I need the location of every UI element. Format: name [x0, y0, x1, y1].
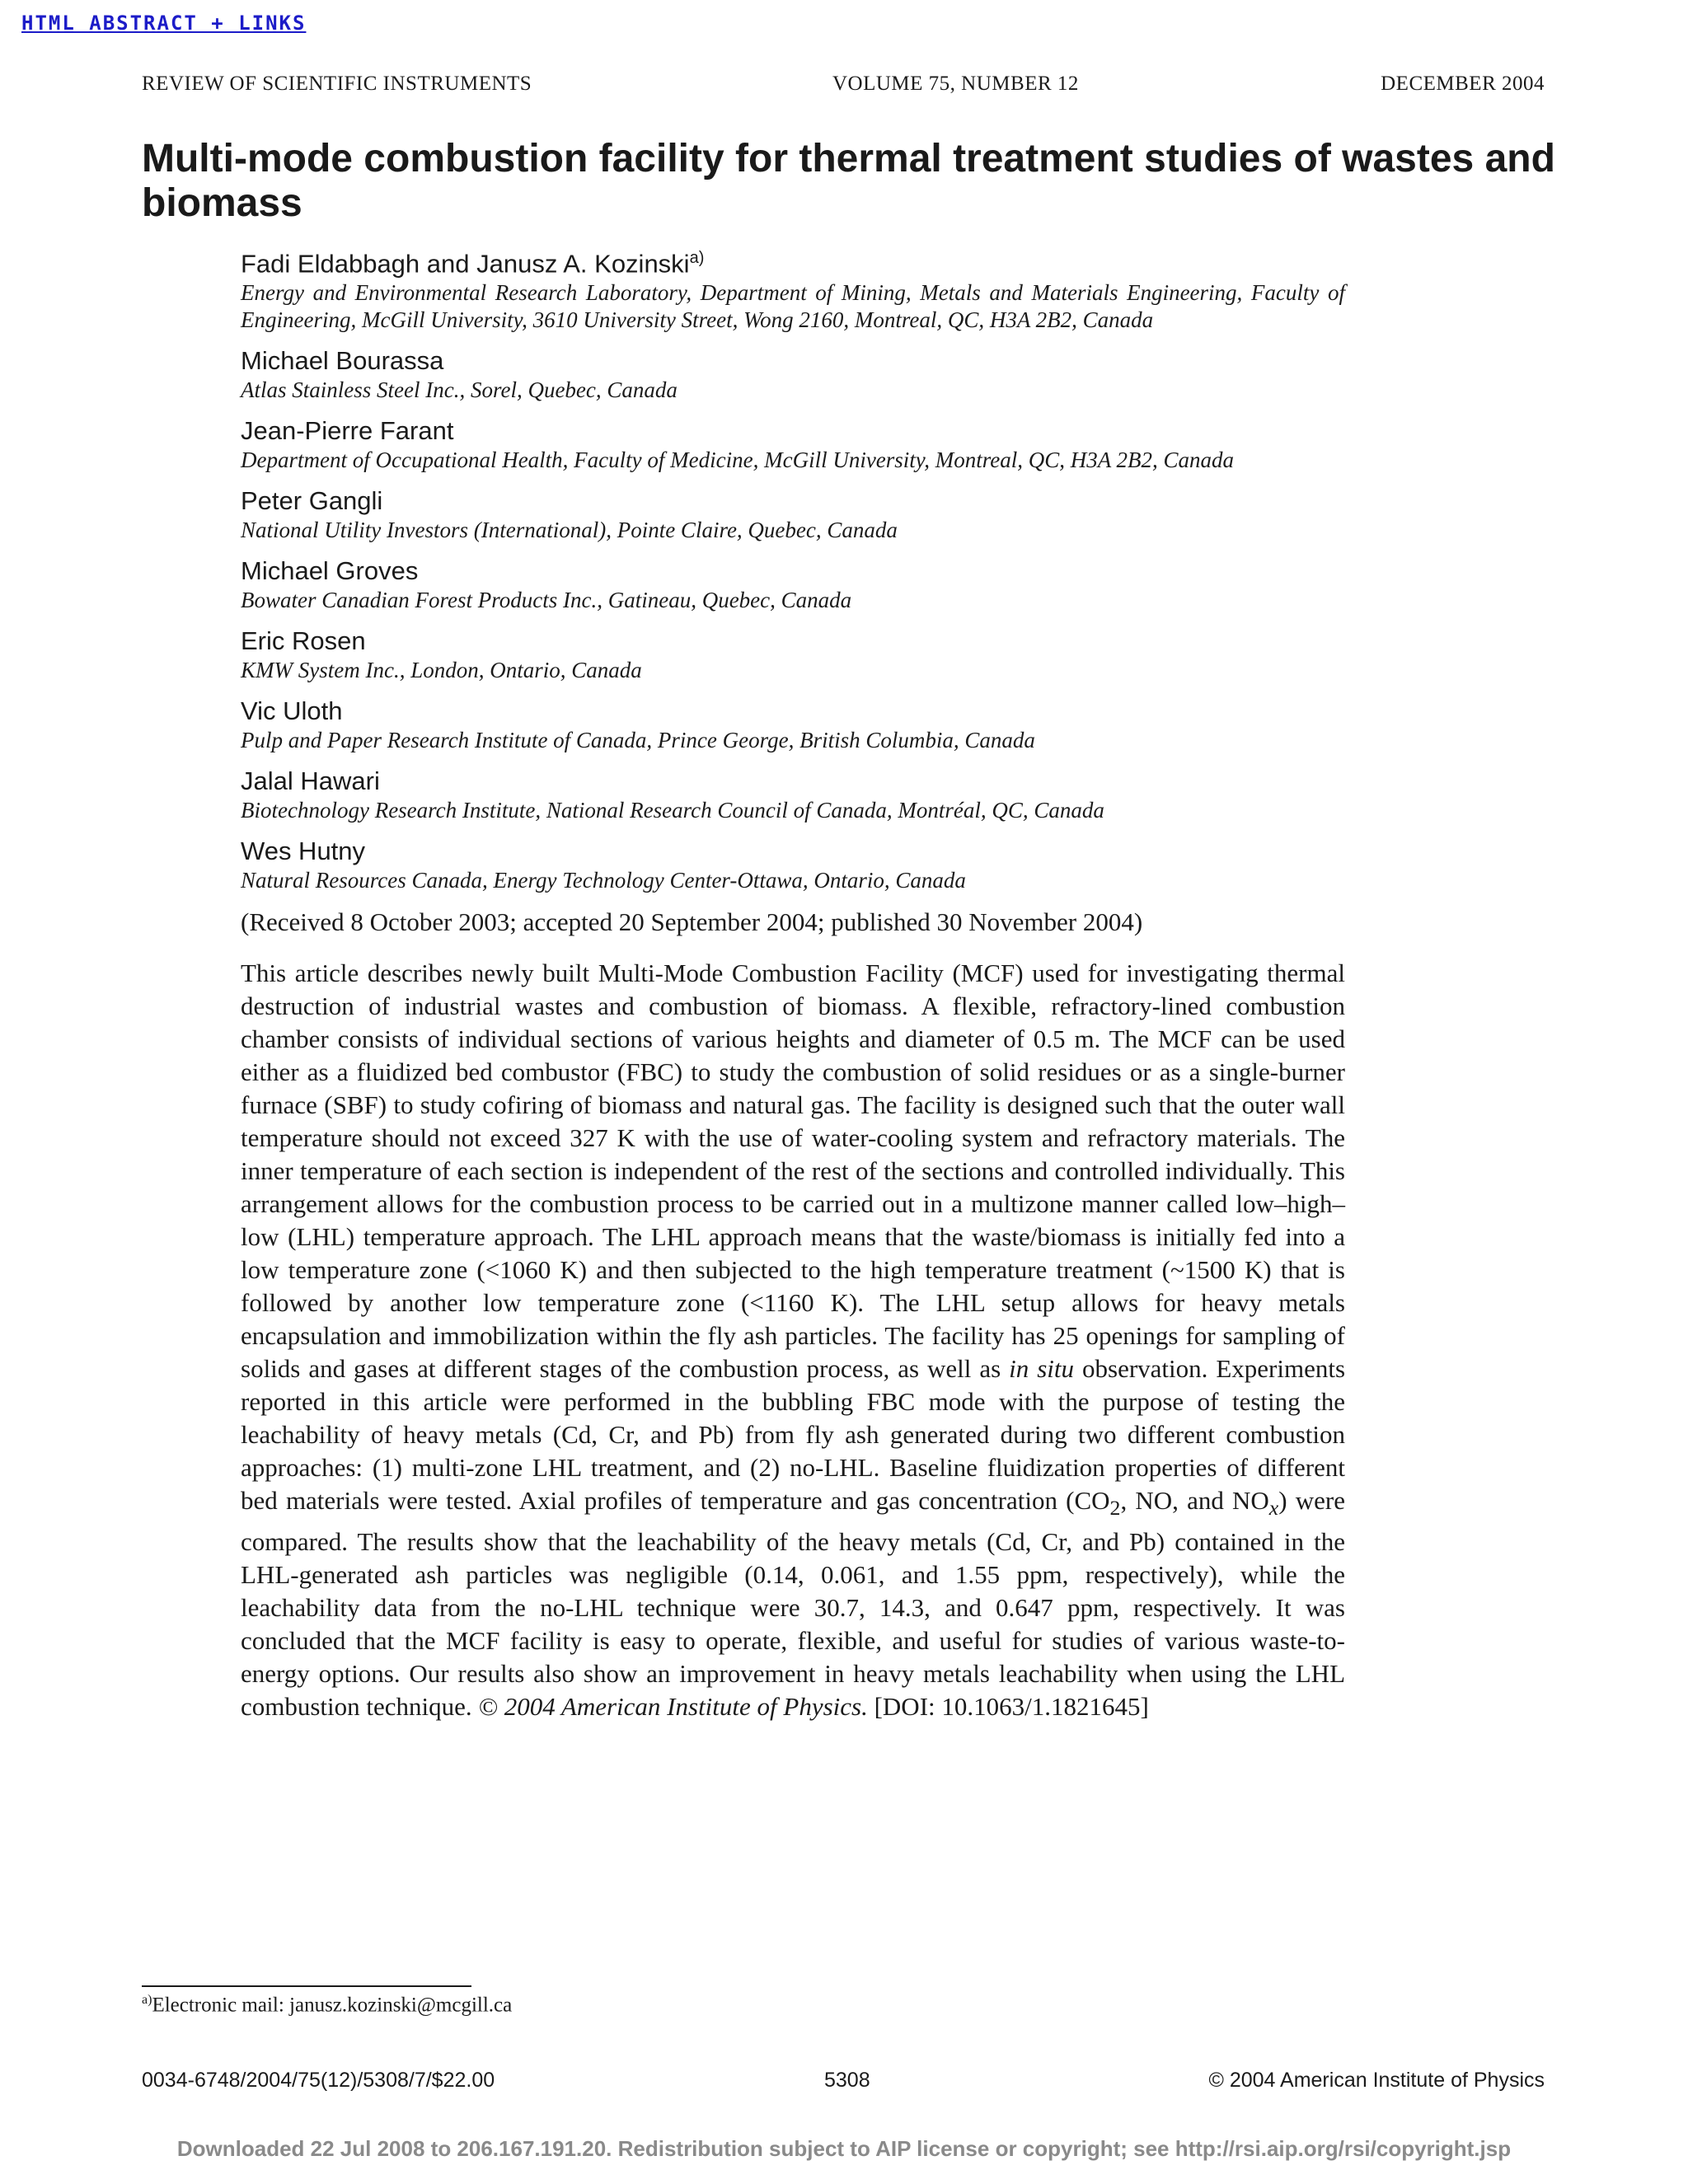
- footnote-text: Electronic mail: janusz.kozinski@mcgill.ca: [152, 1994, 513, 2017]
- author-affiliation: Pulp and Paper Research Institute of Canada, Prince George, British Columbia, Canada: [241, 728, 1035, 753]
- author-name: [241, 242, 1345, 279]
- page-footer: [142, 2069, 1545, 2097]
- author-block: [241, 485, 1345, 544]
- author-block: [241, 836, 1345, 894]
- abstract: [241, 957, 1345, 1722]
- download-notice: Downloaded 22 Jul 2008 to 206.167.191.20. Redistribution subject to AIP license or copyright; see http://rsi.aip.org/rsi/copyright.jsp: [176, 2136, 1512, 2161]
- author-affiliation: Bowater Canadian Forest Products Inc., Gatineau, Quebec, Canada: [241, 588, 852, 613]
- author-affiliation: Atlas Stainless Steel Inc., Sorel, Quebec, Canada: [241, 377, 678, 403]
- abstract-text: This article describes newly built Multi-Mode Combustion Facility (MCF) used for investigating thermal destruction of industrial wastes and combustion of biomass. A flexible, refractory-lined combustion chamber consists of individual sections of various heights and diameter of 0.5 m. The MCF can be used either as a fluidized bed combustor (FBC) to study the combustion of solid residues or as a single-burner furnace (SBF) to study cofiring of biomass and natural gas. The facility is designed such that the outer wall temperature should not exceed 327 K with the use of water-cooling system and refractory materials. The inner temperature of each section is independent of the rest of the sections and controlled individually. This arrangement allows for the combustion process to be carried out in a multizone manner called low–high–low (LHL) temperature approach. The LHL approach means that the waste/biomass is initially fed into a low temperature zone (<1060 K) and then subjected to the high temperature treatment (~1500 K) that is followed by another low temperature zone (<1160 K). The LHL setup allows for heavy metals encapsulation and immobilization within the fly ash particles. The facility has 25 openings for sampling of solids and gases at different stages of the combustion process, as well as: [241, 958, 1345, 1384]
- doi: [DOI: 10.1063/1.1821645]: [874, 1691, 1149, 1721]
- author-name-text: Fadi Eldabbagh and Janusz A. Kozinski: [241, 249, 690, 279]
- volume-number: VOLUME 75, NUMBER 12: [832, 73, 1079, 95]
- author-name: Peter Gangli: [241, 486, 383, 516]
- author-affiliation: Department of Occupational Health, Faculty of Medicine, McGill University, Montreal, QC, H3A 2B2, Canada: [241, 448, 1235, 473]
- author-affiliation: KMW System Inc., London, Ontario, Canada: [241, 658, 642, 683]
- author-name: Jean-Pierre Farant: [241, 416, 454, 446]
- abstract-copyright: © 2004 American Institute of Physics.: [478, 1691, 868, 1721]
- author-affiliation: Energy and Environmental Research Laboratory, Department of Mining, Metals and Materials Engineering, Faculty of Engineering, McGill University, 3610 University Street, Wong 2160, Montreal, QC, H3A 2B2, Canada: [241, 280, 1345, 333]
- journal-name: REVIEW OF SCIENTIFIC INSTRUMENTS: [142, 73, 532, 95]
- author-name: Michael Bourassa: [241, 346, 444, 376]
- author-name: Michael Groves: [241, 556, 419, 586]
- running-header: [142, 73, 1545, 101]
- abstract-text: observation. Experiments reported in this article were performed in the bubbling FBC mode with the purpose of testing the leachability of heavy metals (Cd, Cr, and Pb) from fly ash generated during two different combustion approaches: (1) multi-zone LHL treatment, and (2) no-LHL. Baseline fluidization properties of different bed materials were tested. Axial profiles of temperature and gas concentration (CO: [241, 1354, 1346, 1516]
- author-affiliation: National Utility Investors (International), Pointe Claire, Quebec, Canada: [241, 518, 898, 543]
- received-dates: (Received 8 October 2003; accepted 20 September 2004; published 30 November 2004): [241, 907, 1143, 937]
- page-number: 5308: [824, 2069, 870, 2092]
- html-abstract-links[interactable]: HTML ABSTRACT + LINKS: [21, 12, 307, 35]
- author-affiliation: Natural Resources Canada, Energy Technology Center-Ottawa, Ontario, Canada: [241, 868, 966, 893]
- author-block: [241, 766, 1345, 824]
- article-title: Multi-mode combustion facility for thermal treatment studies of wastes and biomass: [142, 137, 1555, 225]
- author-affiliation: Biotechnology Research Institute, National Research Council of Canada, Montréal, QC, Canada: [241, 798, 1104, 823]
- footnote-mark: a): [142, 1993, 152, 2007]
- author-name: Jalal Hawari: [241, 766, 380, 796]
- author-block: [241, 345, 1345, 404]
- publisher-copyright: © 2004 American Institute of Physics: [1208, 2069, 1545, 2092]
- author-name: Wes Hutny: [241, 837, 366, 866]
- author-block: [241, 242, 1345, 334]
- author-block: [241, 696, 1345, 754]
- front-matter: [241, 242, 1345, 1723]
- footnote: [142, 1993, 512, 2017]
- subscript: 2: [1109, 1496, 1121, 1521]
- abstract-text: , NO, and NO: [1120, 1486, 1269, 1516]
- author-block: [241, 626, 1345, 684]
- footnote-rule: [142, 1985, 471, 1987]
- subscript: [1269, 1497, 1278, 1521]
- issue-date: DECEMBER 2004: [1381, 73, 1545, 95]
- author-name: Eric Rosen: [241, 626, 366, 656]
- author-block: [241, 415, 1345, 474]
- author-footnote-mark: a): [689, 249, 705, 267]
- author-block: [241, 555, 1345, 614]
- author-name: Vic Uloth: [241, 696, 343, 726]
- abstract-text: ) were compared. The results show that the leachability of the heavy metals (Cd, Cr, and Pb) contained in the LHL-generated ash particles was negligible (0.14, 0.061, and 1.55 ppm, respectively), while the leachability data from the no-LHL technique were 30.7, 14.3, and 0.647 ppm, respectively. It was concluded that the MCF facility is easy to operate, flexible, and useful for studies of various waste-to-energy options. Our results also show an improvement in heavy metals leachability when using the LHL combustion technique.: [241, 1486, 1345, 1721]
- subscript-x: x: [1268, 1496, 1279, 1521]
- article-code: 0034-6748/2004/75(12)/5308/7/$22.00: [142, 2069, 495, 2092]
- abstract-italic-term: in situ: [1009, 1354, 1075, 1384]
